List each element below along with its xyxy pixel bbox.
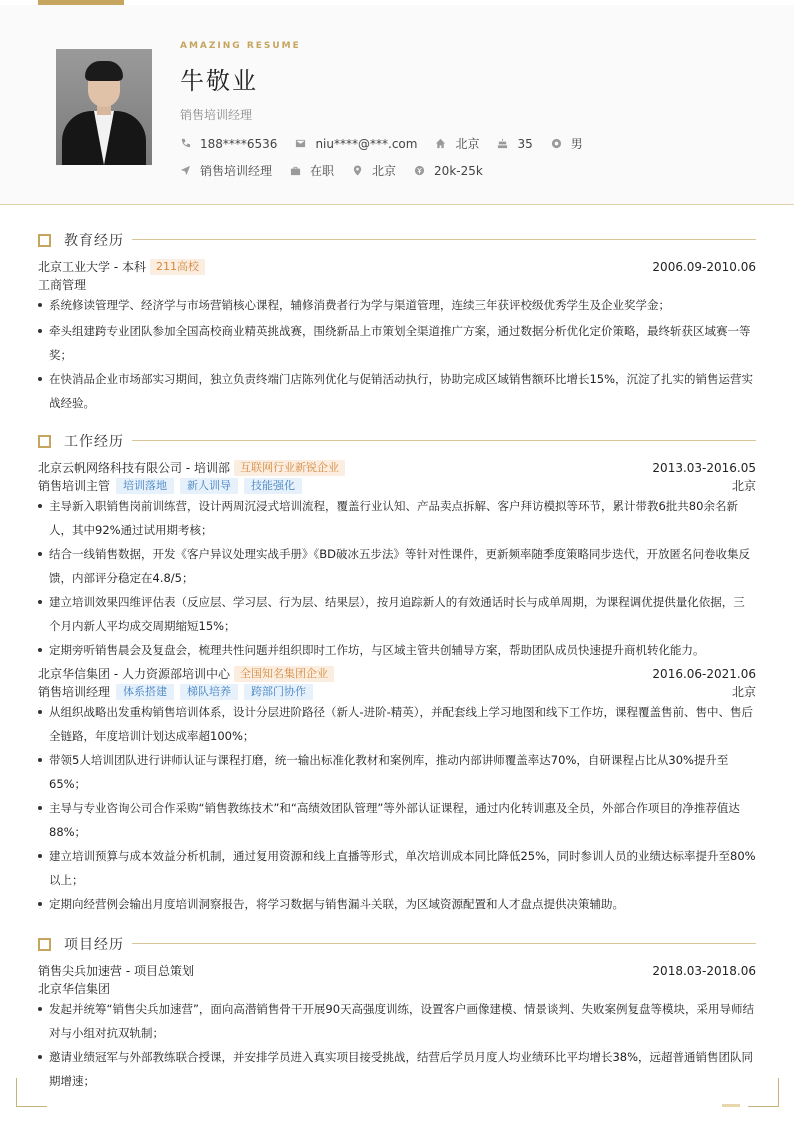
work-2-header-row [38,665,756,683]
email-text: niu****@***.com [315,136,418,151]
briefcase-icon [290,165,301,176]
education-header-row [38,258,756,276]
list-item: 牵头组建跨专业团队参加全国高校商业精英挑战赛，围绕新品上市策划全渠道推广方案，通过数据分析优化定价策略，最终斩获区域赛一等奖； [38,319,756,367]
corner-ornament [16,1078,47,1107]
company-tag: 互联网行业新锐企业 [234,460,345,476]
list-item: 系统修读管理学、经济学与市场营销核心课程，辅修消费者行为学与渠道管理，连续三年获评校级优秀学生及企业奖学金； [38,293,756,317]
gender-text: 男 [570,137,583,151]
project-name: 销售尖兵加速营 - 项目总策划 [38,964,194,978]
salary-info [414,164,483,178]
list-item: 发起并统筹“销售尖兵加速营”，面向高潜销售骨干开展90天高强度训练，设置客户画像建模、情景谈判、失败案例复盘等模块，采用导师结对与小组对抗双轨制； [38,997,756,1045]
age-info [497,137,532,151]
work-city: 北京 [731,685,756,699]
email-info [295,137,417,151]
section-marker-icon [38,938,51,951]
intended-city-text: 北京 [372,164,397,178]
education-date: 2006.09-2010.06 [652,260,756,274]
gender-info [551,135,583,152]
list-item: 定期向经营例会输出月度培训洞察报告，将学习数据与销售漏斗关联，为区域资源配置和人才盘点提供决策辅助。 [38,892,756,916]
list-item: 定期旁听销售晨会及复盘会，梳理共性问题并组织即时工作坊，与区域主管共创辅导方案，帮助团队成员快速提升商机转化能力。 [38,638,756,662]
section-work [38,431,756,451]
work-1-role-row [38,477,756,495]
footer-accent [722,1104,740,1107]
send-icon [180,165,191,176]
phone-icon [180,138,191,149]
salary-icon [414,165,425,176]
mail-icon [295,138,306,149]
company-name: 北京华信集团 - 人力资源部培训中心 [38,667,230,681]
skill-tag: 体系搭建 [116,684,174,700]
job-intent-row [180,162,501,179]
list-item: 主导与专业咨询公司合作采购“销售教练技术”和“高绩效团队管理”等外部认证课程，通过内化转训惠及全员，外部合作项目的净推荐值达88%； [38,796,756,844]
list-item: 带领5人培训团队进行讲师认证与课程打磨，统一输出标准化教材和案例库，推动内部讲师覆盖率达70%，自研课程占比从30%提升至65%； [38,748,756,796]
company-tag: 全国知名集团企业 [234,666,334,682]
section-marker-icon [38,435,51,448]
role-title: 销售培训经理 [38,685,111,699]
skill-tag: 梯队培养 [180,684,238,700]
employment-status-text: 在职 [310,164,335,178]
list-item: 建立培训预算与成本效益分析机制，通过复用资源和线上直播等形式，单次培训成本同比降低25%，同时参训人员的业绩达标率提升至80%以上； [38,844,756,892]
candidate-name: 牛敬业 [180,67,258,95]
cake-icon [497,138,508,149]
project-date: 2018.03-2018.06 [652,964,756,978]
intended-position-info [180,162,272,179]
home-icon [435,138,446,149]
skill-tag: 技能强化 [244,478,302,494]
skill-tag: 新人训导 [180,478,238,494]
list-item: 主导新入职销售岗前训练营，设计两周沉浸式培训流程，覆盖行业认知、产品卖点拆解、客户拜访模拟等环节，累计带教6批共80余名新人，其中92%通过试用期考核； [38,494,756,542]
school-tag: 211高校 [150,259,205,275]
residence-text: 北京 [455,137,480,151]
section-divider [132,943,756,944]
salary-text: 20k-25k [434,163,483,178]
list-item: 建立培训效果四维评估表（反应层、学习层、行为层、结果层），按月追踪新人的有效通话时长与成单周期，为课程调优提供量化依据，三个月内新人平均成交周期缩短15%； [38,590,756,638]
project-org: 北京华信集团 [38,982,111,996]
section-education [38,230,756,250]
education-major: 工商管理 [38,278,87,292]
section-title: 工作经历 [64,434,124,450]
corner-ornament [748,1078,779,1107]
section-project [38,934,756,954]
job-title: 销售培训经理 [180,108,253,122]
work-1-header-row [38,459,756,477]
list-item: 邀请业绩冠军与外部教练联合授课，并安排学员进入真实项目接受挑战，结营后学员月度人均业绩环比平均增长38%，远超普通销售团队同期增速； [38,1045,756,1093]
work-2-role-row [38,683,756,701]
section-divider [132,239,756,240]
section-divider [132,440,756,441]
residence-info [435,135,479,152]
location-icon [352,165,363,176]
brand-label: AMAZING RESUME [180,41,301,51]
list-item: 结合一线销售数据，开发《客户异议处理实战手册》《BD破冰五步法》等针对性课件，更新频率随季度策略同步迭代，开放匿名问卷收集反馈，内部评分稳定在4.8/5； [38,542,756,590]
work-date: 2013.03-2016.05 [652,461,756,475]
role-title: 销售培训主管 [38,479,111,493]
section-title: 教育经历 [64,233,124,249]
skill-tag: 培训落地 [116,478,174,494]
contact-info-row [180,135,601,152]
phone-text: 188****6536 [200,136,278,151]
list-item: 在快消品企业市场部实习期间，独立负责终端门店陈列优化与促销活动执行，协助完成区域销售额环比增长15%，沉淀了扎实的销售运营实战经验。 [38,367,756,415]
gender-icon [551,138,562,149]
list-item: 从组织战略出发重构销售培训体系，设计分层进阶路径（新人-进阶-精英），并配套线上学习地图和线下工作坊，课程覆盖售前、售中、售后全链路，年度培训计划达成率超100%； [38,700,756,748]
age-text: 35 [517,136,533,151]
profile-photo [56,49,152,165]
work-date: 2016.06-2021.06 [652,667,756,681]
resume-header [0,5,794,205]
intended-city-info [352,162,396,179]
section-title: 项目经历 [64,937,124,953]
school-name: 北京工业大学 - 本科 [38,260,146,274]
work-city: 北京 [731,479,756,493]
intended-position-text: 销售培训经理 [200,164,273,178]
phone-info [180,137,277,151]
project-header-row [38,962,756,980]
section-marker-icon [38,234,51,247]
skill-tag: 跨部门协作 [244,684,313,700]
company-name: 北京云帆网络科技有限公司 - 培训部 [38,461,230,475]
employment-status-info [290,162,334,179]
